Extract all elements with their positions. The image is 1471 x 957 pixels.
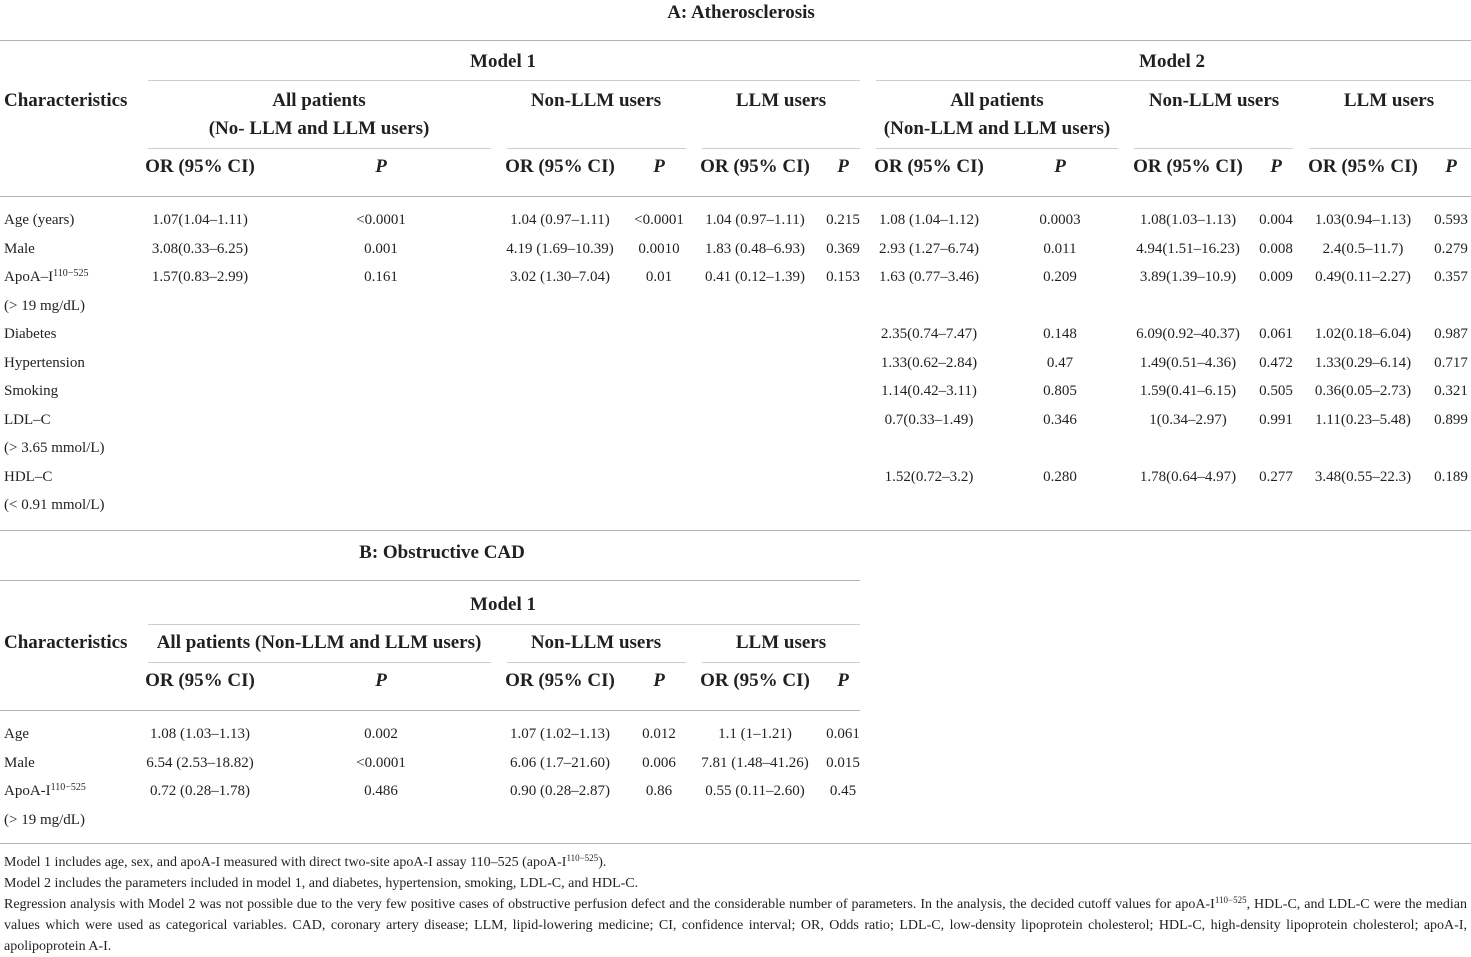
row-label [0, 377, 1471, 406]
cell-p-value-llm-model2: 0.279 [1434, 240, 1468, 257]
row-label-text: Hypertension [4, 354, 85, 371]
cell-or-ci-non-llm-model1: 6.06 (1.7–21.60) [510, 754, 610, 771]
characteristics-header: Characteristics [4, 632, 128, 653]
row-sublabel: (> 3.65 mmol/L) [4, 440, 105, 456]
p-value-header-non-llm-model1: P [653, 156, 665, 177]
cell-p-value-llm-model2: 0.899 [1434, 411, 1468, 428]
cell-p-value-non-llm-model1: 0.01 [645, 269, 673, 285]
cell-or-ci-all-patients-model1: 3.08(0.33–6.25) [151, 240, 249, 257]
cell-p-value-llm-model1: 0.369 [826, 240, 860, 257]
footnote-abbreviations [4, 894, 1467, 957]
rule [507, 148, 686, 149]
row-label-superscript: 110−525 [53, 267, 89, 279]
row-label-text: LDL–C [4, 411, 51, 428]
table-row [0, 320, 1471, 349]
row-label-text: Smoking [4, 383, 59, 399]
cell-p-value-all-patients-model1: 0.161 [364, 269, 398, 285]
group-header-all-patients-model1: All patients [272, 90, 366, 111]
cell-p-value-non-llm-model2: 0.009 [1259, 269, 1293, 285]
rule [0, 843, 1471, 844]
cell-or-ci-llm-model2: 3.48(0.55–22.3) [1314, 468, 1412, 485]
cell-or-ci-all-patients-model1: 6.54 (2.53–18.82) [146, 754, 254, 771]
cell-p-value-llm-model1: 0.215 [826, 212, 860, 228]
cell-or-ci-llm-model2: 1.33(0.29–6.14) [1314, 354, 1412, 371]
cell-or-ci-all-patients-model2: 2.93 (1.27–6.74) [879, 240, 979, 257]
rule [1134, 148, 1293, 149]
rule [148, 662, 491, 663]
rule [876, 80, 1471, 81]
cell-p-value-llm-model1: 0.153 [826, 269, 860, 285]
cell-or-ci-non-llm-model2: 1.78(0.64–4.97) [1139, 468, 1237, 485]
row-sublabel: (> 19 mg/dL) [4, 297, 85, 314]
cell-p-value-all-patients-model2: 0.011 [1043, 240, 1077, 257]
table-row [0, 463, 1471, 520]
or-ci-header-non-llm-model1: OR (95% CI) [505, 156, 615, 177]
cell-p-value-llm-model2: 0.189 [1434, 468, 1468, 485]
group-header-non-llm-model1: Non-LLM users [530, 90, 662, 111]
model2-header: Model 2 [1139, 51, 1205, 72]
table-body [0, 720, 1471, 834]
cell-p-value-non-llm-model2: 0.991 [1259, 411, 1293, 428]
p-value-header-all-patients-model1: P [375, 156, 387, 177]
row-label-text: HDL–C [4, 468, 53, 485]
section-b-title: B: Obstructive CAD [359, 542, 525, 563]
group-header-all-patients-model2: All patients [950, 90, 1044, 111]
rule [702, 148, 860, 149]
cell-or-ci-non-llm-model2: 1.59(0.41–6.15) [1139, 383, 1237, 399]
cell-or-ci-non-llm-model2: 1.49(0.51–4.36) [1139, 354, 1237, 371]
footnote-text: , HDL-C, and LDL-C were the median values which were used as categorical variables. CAD, coronary artery disease; LLM, lipid-lowering medicine; CI, confidence interval; OR, Odds ratio; LDL-C, low-density lipoprotein cholesterol; HDL-C, high-density lipoprotein cholesterol; apoA-I, apolipoprotein A-I. [4, 897, 1467, 954]
rule [148, 148, 491, 149]
or-ci-header-all-patients-model1: OR (95% CI) [145, 156, 255, 177]
cell-or-ci-non-llm-model2: 1(0.34–2.97) [1149, 411, 1227, 428]
cell-p-value-llm-model2: 0.593 [1434, 212, 1468, 228]
cell-or-ci-non-llm-model2: 4.94(1.51–16.23) [1136, 240, 1240, 257]
or-ci-header-llm-model1: OR (95% CI) [700, 670, 810, 691]
cell-or-ci-llm-model2: 1.03(0.94–1.13) [1314, 212, 1412, 228]
rule [702, 662, 860, 663]
row-label [0, 406, 1471, 435]
rule [1309, 148, 1471, 149]
cell-p-value-all-patients-model2: 0.280 [1043, 468, 1077, 485]
cell-p-value-non-llm-model1: 0.006 [642, 754, 676, 771]
p-value-header-non-llm-model2: P [1270, 156, 1282, 177]
group-note-all-patients-model1: (No- LLM and LLM users) [208, 118, 430, 139]
cell-or-ci-non-llm-model1: 3.02 (1.30–7.04) [510, 269, 610, 285]
cell-p-value-all-patients-model2: 0.209 [1043, 269, 1077, 285]
row-label-text: Diabetes [4, 326, 57, 342]
cell-p-value-all-patients-model2: 0.47 [1046, 354, 1074, 371]
cell-p-value-all-patients-model1: 0.002 [364, 726, 398, 742]
cell-or-ci-all-patients-model2: 1.52(0.72–3.2) [884, 468, 974, 485]
group-header-non-llm-model2: Non-LLM users [1148, 90, 1280, 111]
cell-or-ci-non-llm-model2: 1.08(1.03–1.13) [1139, 212, 1237, 228]
cell-or-ci-non-llm-model1: 1.04 (0.97–1.11) [510, 212, 610, 228]
cell-or-ci-non-llm-model1: 0.90 (0.28–2.87) [510, 783, 610, 799]
row-label [0, 463, 1471, 492]
cell-or-ci-all-patients-model2: 2.35(0.74–7.47) [880, 326, 978, 342]
cell-p-value-non-llm-model2: 0.061 [1259, 326, 1293, 342]
rule [0, 40, 1471, 41]
cell-p-value-all-patients-model2: 0.0003 [1039, 212, 1081, 228]
column-header-row [0, 155, 1471, 179]
row-sublabel: (< 0.91 mmol/L) [4, 497, 105, 513]
characteristics-header: Characteristics [4, 90, 128, 111]
rule [0, 196, 1471, 197]
cell-p-value-all-patients-model1: 0.486 [364, 783, 398, 799]
section-a-title: A: Atherosclerosis [667, 2, 815, 23]
group-header-non-llm-model1: Non-LLM users [530, 632, 662, 653]
footnote-text: Model 2 includes the parameters included in model 1, and diabetes, hypertension, smoking, LDL-C, and HDL-C. [4, 876, 639, 891]
row-label-text: ApoA–I [4, 269, 54, 285]
footnote-model2 [4, 873, 1467, 894]
or-ci-header-non-llm-model1: OR (95% CI) [505, 670, 615, 691]
row-label-text: ApoA-I [4, 783, 51, 799]
cell-p-value-non-llm-model2: 0.505 [1259, 383, 1293, 399]
p-value-header-all-patients-model1: P [375, 670, 387, 691]
table-row [0, 406, 1471, 463]
cell-or-ci-non-llm-model1: 4.19 (1.69–10.39) [506, 240, 614, 257]
row-label [0, 349, 1471, 378]
rule [0, 530, 1471, 531]
table-row [0, 235, 1471, 264]
cell-or-ci-non-llm-model1: 1.07 (1.02–1.13) [510, 726, 610, 742]
cell-or-ci-llm-model1: 1.04 (0.97–1.11) [705, 212, 805, 228]
cell-p-value-non-llm-model2: 0.004 [1259, 212, 1293, 228]
cell-p-value-llm-model2: 0.357 [1434, 269, 1468, 285]
rule [148, 80, 860, 81]
footnote-model1 [4, 852, 1467, 873]
cell-or-ci-all-patients-model2: 1.08 (1.04–1.12) [879, 212, 979, 228]
p-value-header-llm-model2: P [1445, 156, 1457, 177]
cell-or-ci-llm-model1: 1.1 (1–1.21) [718, 726, 792, 742]
group-header-llm-model1: LLM users [735, 90, 827, 111]
cell-p-value-all-patients-model2: 0.148 [1043, 326, 1077, 342]
rule [0, 710, 860, 711]
table-body [0, 206, 1471, 520]
cell-or-ci-llm-model2: 2.4(0.5–11.7) [1322, 240, 1404, 257]
cell-p-value-non-llm-model1: 0.86 [645, 783, 673, 799]
cell-or-ci-non-llm-model2: 3.89(1.39–10.9) [1139, 269, 1237, 285]
table-row [0, 749, 1471, 778]
cell-or-ci-llm-model1: 1.83 (0.48–6.93) [705, 240, 805, 257]
cell-or-ci-all-patients-model1: 0.72 (0.28–1.78) [150, 783, 250, 799]
row-label [0, 320, 1471, 349]
or-ci-header-all-patients-model1: OR (95% CI) [145, 670, 255, 691]
p-value-header-non-llm-model1: P [653, 670, 665, 691]
row-label-text: Male [4, 240, 35, 257]
cell-or-ci-llm-model1: 0.41 (0.12–1.39) [705, 269, 805, 285]
cell-p-value-non-llm-model2: 0.472 [1259, 354, 1293, 371]
cell-p-value-all-patients-model2: 0.346 [1043, 411, 1077, 428]
table-row [0, 206, 1471, 235]
cell-or-ci-all-patients-model1: 1.07(1.04–1.11) [152, 212, 248, 228]
cell-p-value-non-llm-model2: 0.277 [1259, 468, 1293, 485]
table-footnotes [4, 852, 1467, 957]
row-label-text: Male [4, 754, 35, 771]
group-note-all-patients-model2: (Non-LLM and LLM users) [883, 118, 1111, 139]
cell-p-value-all-patients-model1: <0.0001 [356, 212, 406, 228]
row-label-text: Age [4, 726, 29, 742]
cell-p-value-llm-model1: 0.45 [829, 783, 857, 799]
column-header-row [0, 669, 1471, 693]
table-row [0, 349, 1471, 378]
footnote-text: Regression analysis with Model 2 was not possible due to the very few positive cases of obstructive perfusion defect and the considerable number of parameters. In the analysis, the decided cutoff values for apoA-I [4, 897, 1215, 912]
model1-header: Model 1 [470, 594, 536, 615]
cell-or-ci-llm-model1: 7.81 (1.48–41.26) [701, 754, 809, 771]
rule [148, 624, 860, 625]
cell-or-ci-llm-model2: 0.36(0.05–2.73) [1314, 383, 1412, 399]
group-header-llm-model1: LLM users [735, 632, 827, 653]
footnote-text: Model 1 includes age, sex, and apoA-I measured with direct two-site apoA-I assay 110–525 (apoA-I [4, 855, 567, 870]
row-label-text: Age (years) [4, 212, 75, 228]
cell-or-ci-all-patients-model2: 0.7(0.33–1.49) [884, 411, 974, 428]
cell-or-ci-all-patients-model1: 1.08 (1.03–1.13) [150, 726, 250, 742]
cell-or-ci-all-patients-model2: 1.63 (0.77–3.46) [879, 269, 979, 285]
table-row [0, 777, 1471, 834]
table-row [0, 263, 1471, 320]
footnote-text: ). [598, 855, 607, 870]
footnote-superscript: 110−525 [1214, 894, 1247, 905]
cell-or-ci-llm-model2: 1.02(0.18–6.04) [1314, 326, 1412, 342]
or-ci-header-all-patients-model2: OR (95% CI) [874, 156, 984, 177]
rule [507, 662, 686, 663]
p-value-header-llm-model1: P [837, 670, 849, 691]
cell-p-value-non-llm-model1: 0.0010 [638, 240, 680, 257]
cell-or-ci-all-patients-model1: 1.57(0.83–2.99) [151, 269, 249, 285]
model1-header: Model 1 [470, 51, 536, 72]
p-value-header-all-patients-model2: P [1054, 156, 1066, 177]
footnote-superscript: 110−525 [566, 852, 599, 863]
group-header-llm-model2: LLM users [1343, 90, 1435, 111]
cell-or-ci-llm-model2: 1.11(0.23–5.48) [1315, 411, 1411, 428]
cell-or-ci-llm-model2: 0.49(0.11–2.27) [1315, 269, 1411, 285]
cell-p-value-llm-model1: 0.061 [826, 726, 860, 742]
or-ci-header-llm-model1: OR (95% CI) [700, 156, 810, 177]
cell-p-value-llm-model2: 0.717 [1434, 354, 1468, 371]
cell-p-value-non-llm-model1: <0.0001 [634, 212, 684, 228]
cell-p-value-non-llm-model2: 0.008 [1259, 240, 1293, 257]
table-row [0, 377, 1471, 406]
cell-p-value-all-patients-model1: <0.0001 [356, 754, 406, 771]
table-row [0, 720, 1471, 749]
or-ci-header-llm-model2: OR (95% CI) [1308, 156, 1418, 177]
cell-or-ci-llm-model1: 0.55 (0.11–2.60) [705, 783, 805, 799]
or-ci-header-non-llm-model2: OR (95% CI) [1133, 156, 1243, 177]
cell-or-ci-all-patients-model2: 1.14(0.42–3.11) [881, 383, 977, 399]
cell-p-value-all-patients-model2: 0.805 [1043, 383, 1077, 399]
cell-p-value-all-patients-model1: 0.001 [364, 240, 398, 257]
row-sublabel: (> 19 mg/dL) [4, 811, 85, 828]
rule [876, 148, 1118, 149]
cell-p-value-llm-model2: 0.987 [1434, 326, 1468, 342]
cell-p-value-llm-model1: 0.015 [826, 754, 860, 771]
cell-p-value-non-llm-model1: 0.012 [642, 726, 676, 742]
rule [0, 580, 860, 581]
group-header-all-patients-model1: All patients (Non-LLM and LLM users) [156, 632, 482, 653]
cell-or-ci-all-patients-model2: 1.33(0.62–2.84) [880, 354, 978, 371]
row-label-superscript: 110−525 [50, 781, 86, 793]
p-value-header-llm-model1: P [837, 156, 849, 177]
cell-or-ci-non-llm-model2: 6.09(0.92–40.37) [1136, 326, 1240, 342]
cell-p-value-llm-model2: 0.321 [1434, 383, 1468, 399]
